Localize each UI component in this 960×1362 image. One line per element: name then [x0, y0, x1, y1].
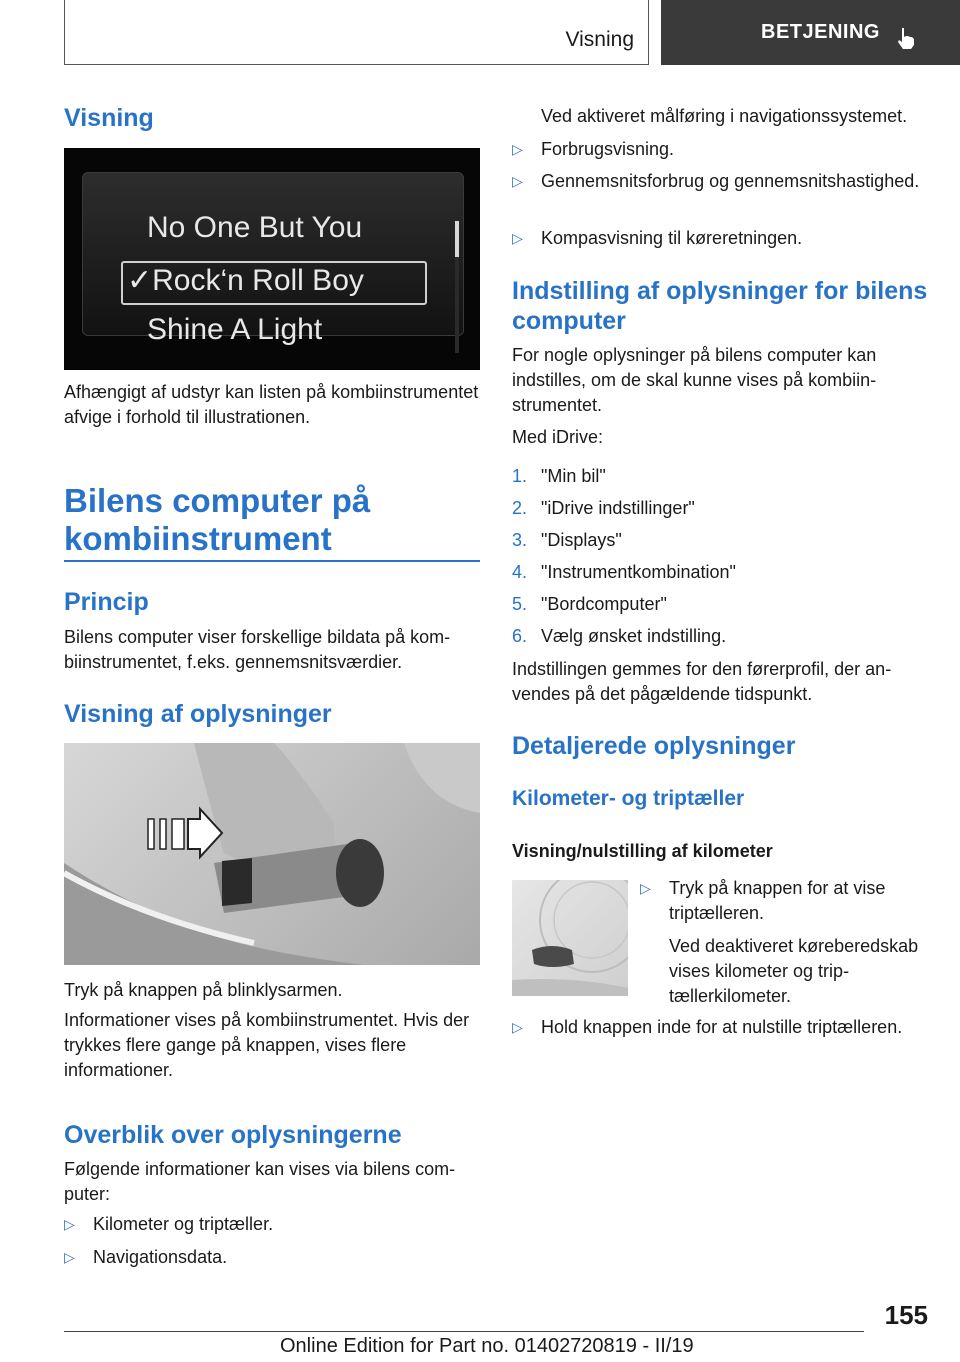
page-number: 155: [884, 1300, 928, 1330]
odo-subtext: Ved deaktiveret køreberedskab vises kilometer og triptællerkilometer.: [669, 936, 919, 1006]
idrive-label: Med iDrive:: [512, 427, 604, 447]
steps-after-text: Indstillingen gemmes for den førerprofil, der anvendes på det pågældende tidspunkt.: [512, 659, 892, 704]
heading-bilens-computer: Bilens computer på kombiinstrument: [64, 482, 371, 557]
bullet-triangle-icon: ▷: [512, 1019, 523, 1035]
indstilling-text: For nogle oplysninger på bilens computer kan indstilles, om de skal kunne vises på kombiinstrumentet.: [512, 345, 877, 415]
heading-overblik: Overblik over oplysningerne: [64, 1121, 402, 1149]
menu-item-3: Shine A Light: [147, 313, 323, 346]
visning-oplys-p1: Tryk på knappen på blinklysarmen.: [64, 980, 343, 1000]
heading-kilometer: Kilometer- og triptæller: [512, 787, 745, 810]
hand-pointer-icon: [895, 26, 917, 50]
menu-item-1: No One But You: [147, 211, 363, 244]
bullet-triangle-icon: ▷: [512, 230, 523, 246]
visning-oplys-p2: Informationer vises på kombiinstrumentet. Hvis der trykkes flere gange på knappen, vises flere informationer.: [64, 1010, 470, 1080]
heading-visning-nulstilling: Visning/nulstilling af kilometer: [512, 841, 773, 861]
heading-indstilling: Indstilling af oplysninger for bilens computer: [512, 277, 928, 335]
section-divider: [64, 560, 480, 562]
bullet-triangle-icon: ▷: [640, 880, 651, 896]
bullet-triangle-icon: ▷: [512, 173, 523, 189]
heading-detaljerede: Detaljerede oplysninger: [512, 732, 796, 760]
turn-signal-lever-illustration: [64, 743, 480, 965]
header-section-title: Visning: [565, 28, 634, 51]
heading-princip: Princip: [64, 588, 149, 616]
overblik-text: Følgende informationer kan vises via bilens computer:: [64, 1159, 456, 1204]
press-arrow-icon: [148, 809, 222, 857]
menu-item-2: ✓Rock‘n Roll Boy: [127, 264, 364, 297]
footer-divider: [64, 1331, 864, 1332]
princip-text: Bilens computer viser forskellige bildata på kombiinstrumentet, f.eks. gennemsnitsværdier.: [64, 627, 451, 672]
bullet-triangle-icon: ▷: [512, 141, 523, 157]
footer-edition: Online Edition for Part no. 01402720819 - II/19: [280, 1335, 694, 1357]
odometer-drawing: [512, 880, 628, 996]
display-panel: [82, 172, 464, 346]
heading-visning: Visning: [64, 104, 154, 132]
bullet-triangle-icon: ▷: [64, 1249, 75, 1265]
visning-caption: Afhængigt af udstyr kan listen på kombiinstrumentet afvige i forhold til illustrationen.: [64, 382, 479, 427]
lever-drawing: [64, 743, 480, 965]
heading-visning-af-oplysninger: Visning af oplysninger: [64, 700, 332, 728]
bullet-triangle-icon: ▷: [64, 1216, 75, 1232]
nav-continued-text: Ved aktiveret målføring i navigationssystemet.: [541, 106, 908, 126]
chapter-tab: [661, 0, 960, 65]
odometer-button-illustration: [512, 880, 628, 996]
menu-list-illustration: [64, 148, 480, 370]
header-frame: [64, 0, 649, 65]
scrollbar-thumb: [455, 221, 459, 257]
chapter-label: BETJENING: [761, 21, 880, 43]
